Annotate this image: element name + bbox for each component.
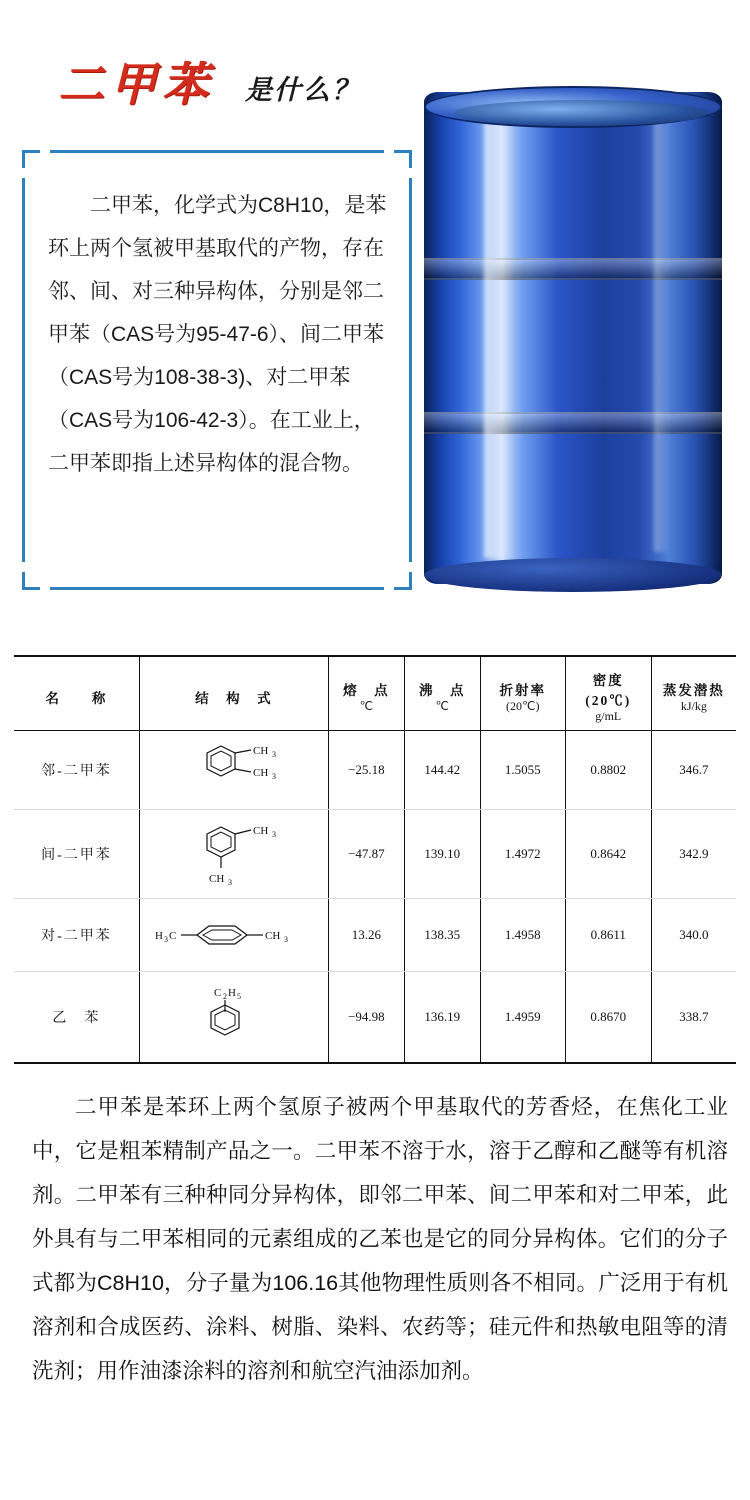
svg-text:2: 2 (222, 992, 227, 1001)
cell-heat-of-vaporization: 346.7 (651, 731, 736, 810)
table-body (14, 731, 736, 1064)
cell-name: 乙 苯 (14, 972, 139, 1064)
svg-text:H: H (154, 930, 163, 942)
cell-refractive-index: 1.5055 (480, 731, 565, 810)
cell-structure-meta-xylene (139, 810, 328, 899)
ethylbenzene-icon (159, 982, 309, 1052)
drum-bottom (424, 558, 722, 592)
frame-notch (18, 168, 58, 178)
cell-boiling-point: 144.42 (404, 731, 480, 810)
drum-rib (424, 258, 722, 280)
cell-boiling-point: 136.19 (404, 972, 480, 1064)
cell-name: 邻-二甲苯 (14, 731, 139, 810)
table-header-row (14, 656, 736, 731)
cell-melting-point: −25.18 (328, 731, 404, 810)
drum-highlight (484, 118, 514, 558)
svg-text:H: H (227, 987, 236, 999)
col-header-boiling-point: 沸 点 ℃ (404, 656, 480, 731)
frame-notch (384, 554, 394, 594)
svg-text:3: 3 (271, 772, 276, 781)
cell-boiling-point: 139.10 (404, 810, 480, 899)
cell-melting-point: 13.26 (328, 899, 404, 972)
cell-structure-ortho-xylene (139, 731, 328, 810)
svg-text:3: 3 (163, 935, 168, 944)
col-header-melting-point: 熔 点 ℃ (328, 656, 404, 731)
table-row (14, 731, 736, 810)
page-subtitle: 是什么？ (245, 75, 361, 105)
drum-body (424, 92, 722, 584)
cell-density: 0.8670 (565, 972, 651, 1064)
frame-notch (40, 554, 50, 594)
col-header-structure: 结 构 式 (139, 656, 328, 731)
svg-text:5: 5 (236, 992, 241, 1001)
svg-text:CH: CH (252, 745, 269, 757)
cell-density: 0.8611 (565, 899, 651, 972)
intro-text: 二甲苯，化学式为C8H10，是苯环上两个氢被甲基取代的产物，存在邻、间、对三种异构体，分别是邻二甲苯（CAS号为95-47-6）、间二甲苯（CAS号为108-38-3)、对二甲苯（CAS号为106-42-3）。在工业上，二甲苯即指上述异构体的混合物。 (48, 194, 387, 475)
cell-name: 间-二甲苯 (14, 810, 139, 899)
svg-text:3: 3 (227, 878, 232, 887)
para-xylene-icon (149, 909, 319, 961)
frame-notch (376, 562, 416, 572)
properties-table-wrap (14, 655, 736, 1064)
cell-heat-of-vaporization: 338.7 (651, 972, 736, 1064)
col-header-heat-of-vaporization: 蒸发潜热 kJ/kg (651, 656, 736, 731)
drum-top-inner (454, 100, 708, 126)
table-head (14, 656, 736, 731)
svg-text:CH: CH (252, 767, 269, 779)
drum-top (424, 86, 722, 128)
cell-structure-para-xylene (139, 899, 328, 972)
cell-refractive-index: 1.4972 (480, 810, 565, 899)
svg-text:CH: CH (208, 873, 225, 885)
frame-notch (376, 168, 416, 178)
table-row (14, 899, 736, 972)
cell-heat-of-vaporization: 340.0 (651, 899, 736, 972)
meta-xylene-icon (159, 820, 309, 888)
product-drum-image (418, 82, 728, 594)
cell-density: 0.8642 (565, 810, 651, 899)
col-header-name: 名 称 (14, 656, 139, 731)
svg-text:3: 3 (271, 750, 276, 759)
svg-text:3: 3 (283, 935, 288, 944)
cell-structure-ethylbenzene (139, 972, 328, 1064)
table-row (14, 972, 736, 1064)
cell-name: 对-二甲苯 (14, 899, 139, 972)
frame-notch (18, 562, 58, 572)
svg-text:C: C (168, 930, 177, 942)
cell-melting-point: −47.87 (328, 810, 404, 899)
col-header-density: 密度 (20℃) g/mL (565, 656, 651, 731)
page-title: 二甲苯 (58, 59, 214, 110)
frame-notch (384, 146, 394, 186)
body-paragraph: 二甲苯是苯环上两个氢原子被两个甲基取代的芳香烃，在焦化工业中，它是粗苯精制产品之一。二甲苯不溶于水，溶于乙醇和乙醚等有机溶剂。二甲苯有三种种同分异构体，即邻二甲苯、间二甲苯和对二甲苯，此外具有与二甲苯相同的元素组成的乙苯也是它的同分异构体。它们的分子式都为C8H10，分子量为106.16其他物理性质则各不相同。广泛用于有机溶剂和合成医药、涂料、树脂、染料、农药等；硅元件和热敏电阻等的清洗剂；用作油漆涂料的溶剂和航空汽油添加剂。 (32, 1095, 728, 1383)
drum-highlight (654, 122, 670, 552)
svg-text:C: C (213, 987, 222, 999)
intro-panel (22, 150, 412, 590)
cell-boiling-point: 138.35 (404, 899, 480, 972)
svg-text:CH: CH (252, 825, 269, 837)
frame-notch (40, 146, 50, 186)
svg-text:CH: CH (264, 930, 281, 942)
cell-refractive-index: 1.4959 (480, 972, 565, 1064)
properties-table (14, 655, 736, 1064)
svg-text:3: 3 (271, 830, 276, 839)
ortho-xylene-icon (159, 741, 309, 799)
cell-refractive-index: 1.4958 (480, 899, 565, 972)
cell-melting-point: −94.98 (328, 972, 404, 1064)
cell-density: 0.8802 (565, 731, 651, 810)
col-header-refractive-index: 折射率 (20℃) (480, 656, 565, 731)
cell-heat-of-vaporization: 342.9 (651, 810, 736, 899)
table-row (14, 810, 736, 899)
drum-rib (424, 412, 722, 434)
